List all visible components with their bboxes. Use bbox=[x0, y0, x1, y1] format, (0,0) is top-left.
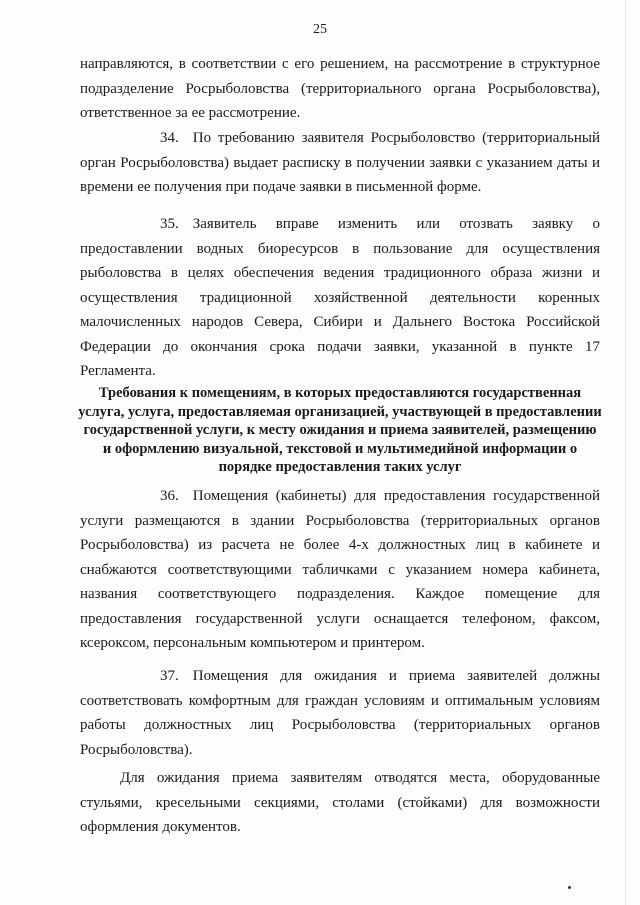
paragraph-number: 34. bbox=[160, 130, 179, 146]
section-heading: Требования к помещениям, в которых предоставляются государственная услуга, услуга, предоставляемая организацией, участвующей в предоставлении государственной услуги, к месту ожидания и приема заявителей, размещению и оформлению визуальной, текстовой и мультимедийной информации о порядке предоставления таких услуг bbox=[78, 385, 602, 475]
paragraph-text: Помещения (кабинеты) для предоставления государственной услуги размещаются в здании Росрыболовства (территориальных органов Росрыболовства) из расчета не более 4-х должностных лиц в кабинете и снабжаются соответствующими табличками с указанием номера кабинета, названия соответствующего подразделения. Каждое помещение для предоставления государственной услуги оснащается телефоном, факсом, ксероксом, персональным компьютером и принтером. bbox=[80, 488, 600, 651]
page-number: 25 bbox=[313, 22, 327, 37]
paragraph-35 bbox=[80, 212, 600, 384]
paragraph-number: 37. bbox=[160, 668, 179, 684]
paragraph-34 bbox=[80, 126, 600, 200]
paragraph-text: Для ожидания приема заявителям отводятся места, оборудованные стульями, кресельными секциями, столами (стойками) для возможности оформления документов. bbox=[80, 770, 600, 835]
paragraph-text: По требованию заявителя Росрыболовство (территориальный орган Росрыболовства) выдает расписку в получении заявки с указанием даты и времени ее получения при подаче заявки в письменной форме. bbox=[80, 130, 600, 195]
paragraph-continuation bbox=[80, 52, 600, 126]
paragraph-text: Помещения для ожидания и приема заявителей должны соответствовать комфортным для граждан условиям и оптимальным условиям работы должностных лиц Росрыболовства (территориальных органов Росрыболовства). bbox=[80, 668, 600, 758]
scan-speck bbox=[568, 886, 571, 889]
paragraph-number: 36. bbox=[160, 488, 179, 504]
paragraph-text: Заявитель вправе изменить или отозвать заявку о предоставлении водных биоресурсов в пользование для осуществления рыболовства в целях обеспечения ведения традиционного образа жизни и осуществления традиционной хозяйственной деятельности коренных малочисленных народов Севера, Сибири и Дальнего Востока Российской Федерации до окончания срока подачи заявки, указанной в пункте 17 Регламента. bbox=[80, 216, 600, 379]
scan-edge-line bbox=[625, 0, 640, 905]
paragraph-number: 35. bbox=[160, 216, 179, 232]
paragraph-37 bbox=[80, 664, 600, 762]
paragraph-final bbox=[80, 766, 600, 840]
paragraph-36 bbox=[80, 484, 600, 656]
paragraph-text: направляются, в соответствии с его решением, на рассмотрение в структурное подразделение Росрыболовства (территориального органа Росрыболовства), ответственное за ее рассмотрение. bbox=[80, 56, 600, 121]
